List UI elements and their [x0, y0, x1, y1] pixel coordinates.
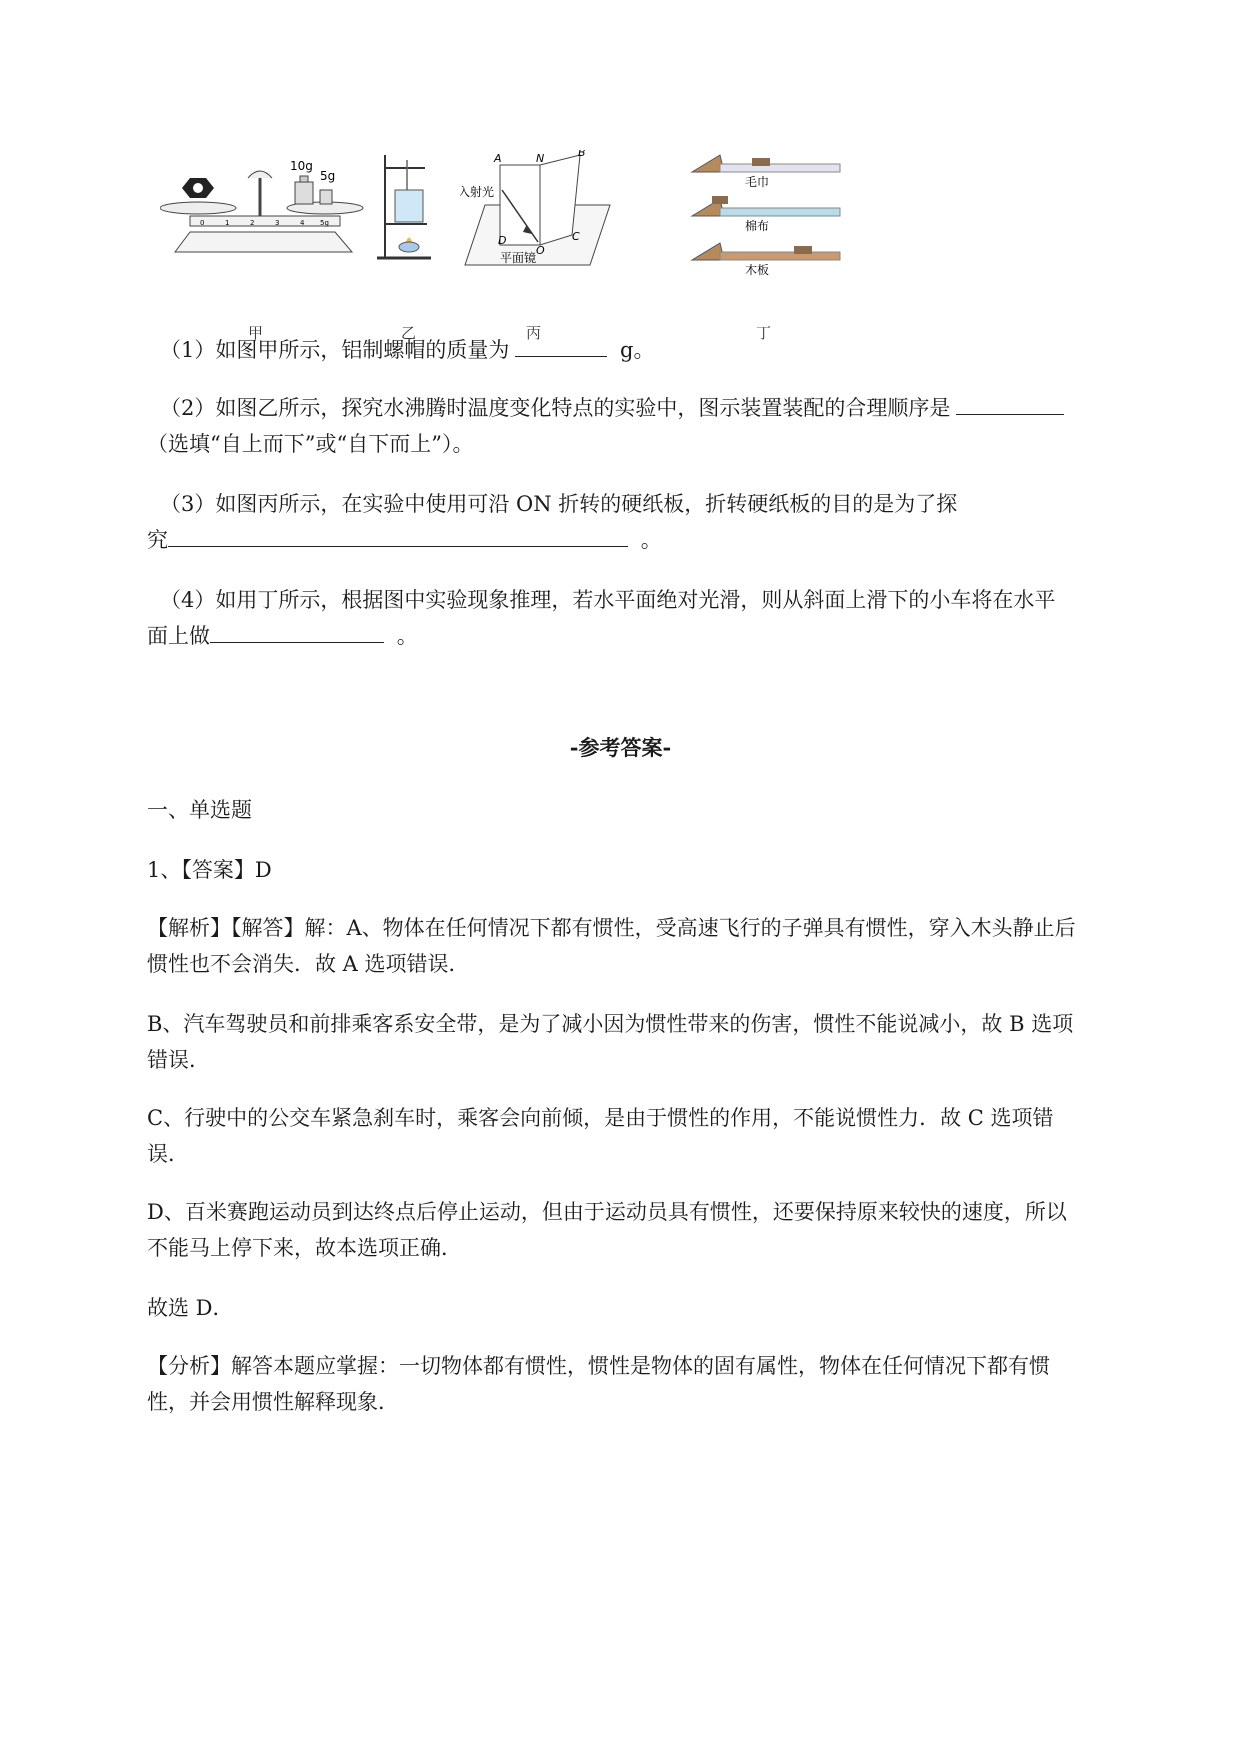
section-heading: 一、单选题: [147, 798, 252, 822]
boiling-stand-icon: [375, 150, 445, 320]
answer-blank-1[interactable]: [515, 332, 607, 357]
surface-label-wood: 木板: [745, 263, 770, 277]
surface-label-cotton: 棉布: [745, 219, 770, 233]
answer-blank-4[interactable]: [210, 618, 384, 643]
question-3: （3）如图丙所示，在实验中使用可沿 ON 折转的硬纸板，折转硬纸板的目的是为了探: [160, 492, 958, 516]
point-label-c: C: [572, 230, 580, 243]
incident-light-label: 入射光: [460, 185, 495, 199]
point-label-a: A: [494, 152, 502, 165]
analysis-summary-line-2: 性，并会用惯性解释现象．: [147, 1390, 399, 1414]
figure-yi-boiling-apparatus: [375, 150, 445, 342]
option-b-line-1: B、汽车驾驶员和前排乘客系安全带，是为了减小因为惯性带来的伤害，惯性不能说减小，故 B 选项: [147, 1012, 1074, 1036]
figure-ding-inclines: [690, 150, 850, 342]
final-choice: 故选 D．: [147, 1296, 234, 1320]
incline-surfaces-icon: [690, 150, 850, 320]
option-d-line-1: D、百米赛跑运动员到达终点后停止运动，但由于运动员具有惯性，还要保持原来较快的速度，所以: [147, 1200, 1067, 1224]
analysis-summary-line-1: 【分析】解答本题应掌握：一切物体都有惯性，惯性是物体的固有属性，物体在任何情况下都有惯: [147, 1354, 1050, 1378]
figure-jia-balance: [160, 150, 390, 342]
question-4-line2: 面上做 。: [147, 616, 1147, 656]
reflection-board-icon: [460, 150, 620, 320]
question-3-line2: 究 。: [147, 520, 1147, 560]
point-label-o: O: [536, 244, 545, 257]
answer-blank-3[interactable]: [168, 522, 628, 547]
figure-bing-reflection-board: [460, 150, 620, 342]
balance-icon: [160, 150, 390, 320]
answer-blank-2[interactable]: [956, 390, 1064, 415]
question-2: （2）如图乙所示，探究水沸腾时温度变化特点的实验中，图示装置装配的合理顺序是: [160, 388, 1160, 428]
surface-label-towel: 毛巾: [745, 175, 770, 189]
question-1: （1）如图甲所示，铝制螺帽的质量为 g。: [160, 330, 1160, 370]
option-c-line-2: 误．: [147, 1142, 189, 1166]
analysis-line-2: 惯性也不会消失．故 A 选项错误．: [147, 952, 470, 976]
mirror-label: 平面镜: [500, 251, 537, 265]
experiment-figures: [170, 150, 870, 340]
option-c-line-1: C、行驶中的公交车紧急刹车时，乘客会向前倾，是由于惯性的作用，不能说惯性力．故 C 选项错: [147, 1106, 1054, 1130]
point-label-n: N: [536, 152, 545, 165]
point-label-d: D: [498, 234, 507, 247]
weight-label-5g: 5g: [320, 169, 336, 183]
figure-caption-jia: 甲: [248, 324, 264, 342]
question-2-line2: （选填“自上而下”或“自下而上”）。: [147, 432, 474, 456]
figure-caption-bing: 丙: [526, 324, 542, 342]
question-4: （4）如用丁所示，根据图中实验现象推理，若水平面绝对光滑，则从斜面上滑下的小车将在水平: [160, 588, 1056, 612]
svg-text:4: 4: [300, 219, 305, 227]
svg-text:5g: 5g: [320, 219, 329, 227]
svg-text:3: 3: [275, 219, 280, 227]
svg-text:2: 2: [250, 219, 255, 227]
option-d-line-2: 不能马上停下来，故本选项正确．: [147, 1236, 462, 1260]
weight-label-10g: 10g: [290, 159, 313, 173]
svg-text:0: 0: [200, 219, 205, 227]
figure-caption-ding: 丁: [756, 324, 772, 342]
option-b-line-2: 错误．: [147, 1048, 210, 1072]
point-label-b: B: [578, 150, 586, 159]
figure-caption-yi: 乙: [401, 324, 417, 342]
analysis-line-1: 【解析】【解答】解：A、物体在任何情况下都有惯性，受高速飞行的子弹具有惯性，穿入木头静止后: [147, 916, 1076, 940]
answer-1: 1、【答案】D: [147, 858, 272, 882]
answers-title: -参考答案-: [569, 735, 672, 760]
svg-text:1: 1: [225, 219, 230, 227]
